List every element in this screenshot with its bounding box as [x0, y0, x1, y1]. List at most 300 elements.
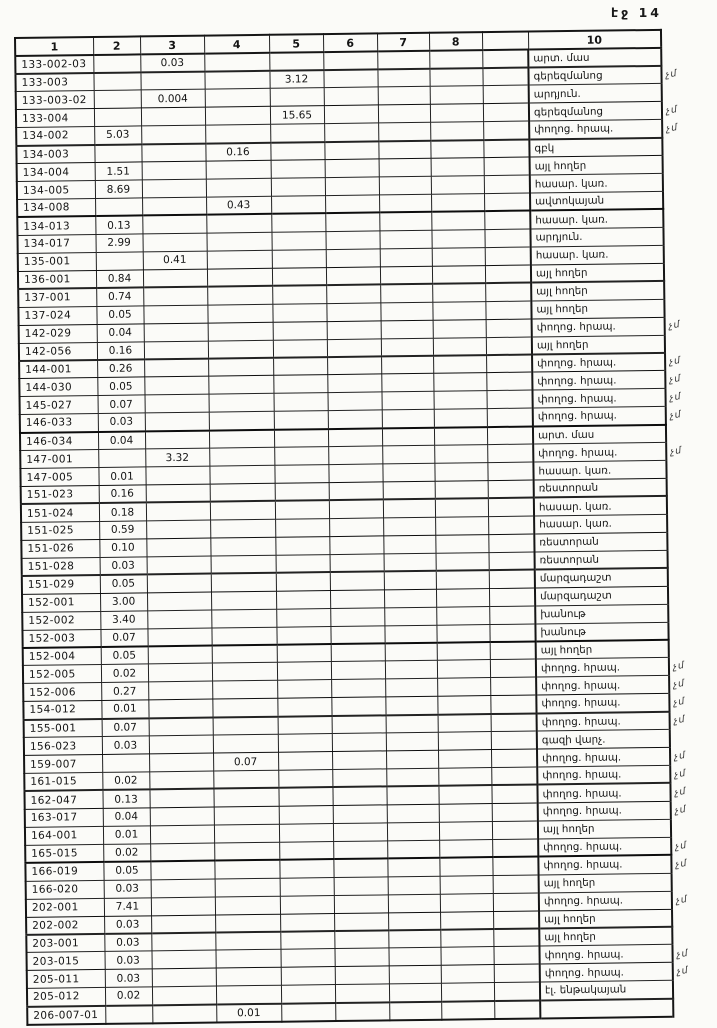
parcel-code: 142-029 — [19, 324, 97, 343]
margin-check-mark: չմ — [673, 749, 687, 763]
empty-col6 — [331, 661, 385, 680]
empty-col7 — [378, 87, 430, 106]
parcel-code: 203-015 — [27, 952, 105, 971]
land-use-label: արտ. մաս — [528, 48, 661, 68]
margin-check-mark: չմ — [668, 390, 683, 404]
value-col4 — [214, 842, 279, 861]
empty-col6 — [325, 195, 379, 214]
empty-col8 — [441, 965, 494, 984]
empty-col7 — [387, 840, 439, 859]
value-col3 — [145, 430, 209, 449]
margin-check-mark: չմ — [673, 714, 687, 727]
parcel-code: 137-001 — [18, 288, 96, 307]
empty-col7 — [379, 176, 431, 195]
value-col2: 0.84 — [96, 270, 143, 289]
empty-col9 — [485, 247, 531, 266]
empty-col7 — [380, 266, 432, 285]
value-col4 — [211, 627, 276, 646]
empty-col7 — [389, 983, 441, 1002]
column-header-8: 8 — [429, 32, 482, 51]
empty-col8 — [433, 373, 486, 392]
empty-col9 — [484, 193, 530, 212]
value-col4 — [215, 932, 280, 951]
empty-col7 — [378, 105, 430, 124]
land-use-label: փողոց. հրապ. — [532, 389, 665, 409]
parcel-code: 151-029 — [22, 575, 100, 594]
value-col5 — [275, 536, 329, 555]
parcel-code: 147-005 — [20, 468, 98, 487]
parcel-code: 144-001 — [19, 360, 97, 379]
value-col5 — [278, 752, 332, 771]
land-use-label: էլ. ենթակայան — [540, 981, 673, 1001]
empty-col6 — [335, 966, 389, 985]
land-use-label: խանութ — [535, 622, 668, 642]
value-col4 — [209, 447, 274, 466]
empty-col6 — [323, 69, 377, 88]
empty-col9 — [490, 641, 536, 660]
value-col2: 5.03 — [94, 126, 141, 145]
value-col5 — [277, 698, 331, 717]
parcel-code: 134-002 — [16, 127, 94, 146]
empty-col9 — [492, 857, 538, 876]
land-use-label: փողոց. հրապ. — [533, 407, 666, 427]
value-col2 — [95, 198, 142, 217]
empty-col6 — [325, 231, 379, 250]
value-col3 — [141, 125, 205, 144]
empty-col9 — [493, 946, 539, 965]
empty-col9 — [486, 372, 532, 391]
value-col5: 3.12 — [269, 70, 323, 89]
value-col2: 0.05 — [100, 575, 147, 594]
value-col5 — [278, 716, 332, 735]
parcel-code: 152-005 — [23, 665, 101, 684]
value-col2 — [94, 90, 141, 109]
empty-col9 — [491, 785, 537, 804]
land-use-label: գազի վարչ. — [537, 729, 670, 749]
empty-col8 — [439, 803, 492, 822]
value-col3 — [151, 915, 215, 934]
column-header-9 — [482, 32, 528, 51]
empty-col7 — [377, 69, 429, 88]
empty-col7 — [388, 912, 440, 931]
value-col3 — [142, 161, 206, 180]
empty-col9 — [492, 803, 538, 822]
value-col2: 0.10 — [99, 539, 146, 558]
value-col5 — [279, 859, 333, 878]
empty-col8 — [439, 857, 492, 876]
empty-col7 — [380, 284, 432, 303]
value-col4 — [206, 214, 271, 233]
value-col2 — [102, 754, 149, 773]
empty-col7 — [386, 714, 438, 733]
parcel-code: 152-003 — [22, 629, 100, 648]
value-col5 — [278, 770, 332, 789]
value-col4 — [213, 770, 278, 789]
value-col2: 0.04 — [98, 431, 145, 450]
empty-col8 — [440, 911, 493, 930]
empty-col6 — [331, 697, 385, 716]
value-col4 — [205, 125, 270, 144]
value-col4 — [214, 824, 279, 843]
land-use-label: այլ հողեր — [531, 299, 664, 319]
land-use-label: այլ հողեր — [530, 155, 663, 175]
empty-col8 — [440, 875, 493, 894]
value-col5 — [271, 231, 325, 250]
value-col4: 0.01 — [216, 1003, 281, 1022]
empty-col9 — [484, 229, 530, 248]
empty-col8 — [433, 337, 486, 356]
value-col5 — [271, 214, 325, 233]
value-col5 — [274, 465, 328, 484]
value-col5 — [276, 572, 330, 591]
empty-col6 — [332, 787, 386, 806]
value-col5 — [276, 626, 330, 645]
value-col4 — [207, 268, 272, 287]
value-col3 — [150, 861, 214, 880]
value-col4 — [211, 609, 276, 628]
empty-col7 — [379, 230, 431, 249]
value-col3 — [147, 574, 211, 593]
empty-col7 — [385, 696, 437, 715]
parcel-code: 164-001 — [25, 826, 103, 845]
value-col2: 0.27 — [101, 682, 148, 701]
empty-col7 — [381, 392, 433, 411]
empty-col9 — [486, 354, 532, 373]
empty-col7 — [382, 427, 434, 446]
value-col2: 0.02 — [103, 844, 150, 863]
empty-col9 — [491, 767, 537, 786]
land-use-label: այլ հողեր — [531, 281, 664, 301]
value-col4 — [207, 250, 272, 269]
empty-col7 — [386, 786, 438, 805]
empty-col9 — [483, 139, 529, 158]
land-use-label: ավտոկայան — [530, 191, 663, 211]
parcel-code: 135-001 — [18, 252, 96, 271]
value-col4 — [209, 429, 274, 448]
empty-col6 — [327, 356, 381, 375]
empty-col7 — [388, 876, 440, 895]
value-col4 — [212, 663, 277, 682]
value-col3: 3.32 — [145, 448, 209, 467]
empty-col8 — [436, 552, 489, 571]
empty-col7 — [378, 123, 430, 142]
empty-col9 — [489, 588, 535, 607]
empty-col9 — [493, 910, 539, 929]
value-col2: 0.03 — [105, 951, 152, 970]
column-header-3: 3 — [140, 36, 204, 55]
value-col4 — [211, 573, 276, 592]
empty-col8 — [433, 355, 486, 374]
land-use-label: ռեստորան — [534, 478, 667, 498]
value-col4 — [215, 914, 280, 933]
margin-check-mark: չմ — [674, 857, 689, 871]
empty-col6 — [325, 213, 379, 232]
empty-col6 — [333, 841, 387, 860]
parcel-code: 147-001 — [20, 450, 98, 469]
margin-check-mark: չմ — [672, 678, 686, 691]
empty-col7 — [379, 212, 431, 231]
value-col5 — [276, 608, 330, 627]
empty-col9 — [494, 964, 540, 983]
empty-col6 — [324, 87, 378, 106]
value-col4 — [212, 698, 277, 717]
land-use-label: հասար. կառ. — [534, 514, 667, 534]
value-col5 — [280, 949, 334, 968]
value-col2: 0.74 — [96, 288, 143, 307]
value-col3 — [141, 107, 205, 126]
empty-col8 — [436, 624, 489, 643]
parcel-code: 151-026 — [21, 539, 99, 558]
empty-col6 — [323, 51, 377, 70]
land-use-label: խանութ — [535, 604, 668, 624]
empty-col6 — [327, 320, 381, 339]
empty-col6 — [329, 500, 383, 519]
parcel-code: 156-023 — [24, 737, 102, 756]
value-col3 — [145, 466, 209, 485]
empty-col8 — [433, 391, 486, 410]
parcel-code: 151-023 — [21, 485, 99, 504]
value-col2: 1.51 — [95, 162, 142, 181]
empty-col6 — [334, 912, 388, 931]
land-use-label: այլ հողեր — [536, 640, 669, 660]
value-col2: 0.03 — [100, 557, 147, 576]
value-col2 — [93, 54, 140, 73]
empty-col7 — [387, 804, 439, 823]
empty-col9 — [486, 337, 532, 356]
value-col3 — [143, 269, 207, 288]
parcel-code: 134-005 — [17, 181, 95, 200]
land-use-label: ռեստորան — [535, 550, 668, 570]
empty-col7 — [385, 661, 437, 680]
value-col2: 0.13 — [102, 790, 149, 809]
value-col3: 0.41 — [143, 251, 207, 270]
value-col2: 2.99 — [95, 234, 142, 253]
empty-col6 — [330, 590, 384, 609]
empty-col7 — [383, 535, 435, 554]
land-use-label: փողոց. հրապ. — [536, 694, 669, 714]
empty-col9 — [488, 534, 534, 553]
value-col3 — [150, 843, 214, 862]
parcel-code: 152-004 — [23, 647, 101, 666]
parcel-code: 205-011 — [27, 970, 105, 989]
land-use-label — [540, 998, 673, 1018]
value-col4: 0.43 — [206, 196, 271, 215]
empty-col8 — [440, 929, 493, 948]
value-col5 — [273, 339, 327, 358]
value-col2 — [96, 252, 143, 271]
empty-col6 — [330, 625, 384, 644]
land-use-label: հասար. կառ. — [530, 173, 663, 193]
empty-col8 — [438, 750, 491, 769]
empty-col9 — [485, 283, 531, 302]
value-col3 — [147, 628, 211, 647]
parcel-code: 145-027 — [20, 396, 98, 415]
value-col4 — [206, 178, 271, 197]
value-col5: 15.65 — [270, 106, 324, 125]
empty-col9 — [484, 157, 530, 176]
land-use-label: փողոց. հրապ. — [538, 855, 671, 875]
margin-check-mark: չմ — [675, 893, 689, 907]
empty-col7 — [378, 140, 430, 159]
parcel-code: 133-003 — [15, 73, 93, 92]
value-col2: 0.04 — [97, 323, 144, 342]
value-col3 — [152, 986, 216, 1005]
empty-col6 — [333, 823, 387, 842]
value-col2: 0.02 — [105, 987, 152, 1006]
land-use-label: այլ հողեր — [539, 927, 672, 947]
empty-col6 — [331, 643, 385, 662]
value-col3 — [144, 359, 208, 378]
value-col4 — [208, 340, 273, 359]
value-col2: 0.59 — [99, 521, 146, 540]
empty-col9 — [484, 211, 530, 230]
empty-col7 — [382, 445, 434, 464]
value-col4 — [212, 681, 277, 700]
value-col3 — [151, 897, 215, 916]
value-col3 — [151, 932, 215, 951]
value-col2: 0.02 — [102, 772, 149, 791]
empty-col9 — [488, 498, 534, 517]
value-col2: 0.02 — [101, 664, 148, 683]
value-col5 — [273, 357, 327, 376]
value-col5 — [272, 267, 326, 286]
empty-col7 — [383, 517, 435, 536]
value-col3 — [149, 771, 213, 790]
value-col3 — [141, 143, 205, 162]
empty-col6 — [330, 572, 384, 591]
empty-col8 — [431, 229, 484, 248]
empty-col9 — [489, 552, 535, 571]
empty-col8 — [438, 714, 491, 733]
empty-col8 — [429, 68, 482, 87]
empty-col9 — [491, 713, 537, 732]
empty-col7 — [380, 248, 432, 267]
margin-check-mark: չմ — [673, 767, 687, 781]
value-col3 — [150, 807, 214, 826]
value-col4 — [206, 232, 271, 251]
empty-col8 — [441, 983, 494, 1002]
parcel-code: 206-007-01 — [27, 1006, 105, 1025]
value-col3 — [142, 233, 206, 252]
value-col3 — [148, 699, 212, 718]
land-use-label: փողոց. հրապ. — [532, 317, 665, 337]
value-col4 — [205, 107, 270, 126]
margin-check-mark: չմ — [669, 444, 683, 458]
empty-col6 — [327, 338, 381, 357]
empty-col7 — [381, 356, 433, 375]
value-col4 — [207, 286, 272, 305]
empty-col7 — [381, 338, 433, 357]
value-col4 — [215, 896, 280, 915]
value-col4 — [210, 519, 275, 538]
empty-col8 — [435, 534, 488, 553]
empty-col8 — [432, 301, 485, 320]
value-col2: 0.05 — [103, 862, 150, 881]
empty-col9 — [489, 570, 535, 589]
empty-col8 — [430, 122, 483, 141]
empty-col6 — [331, 679, 385, 698]
empty-col8 — [435, 499, 488, 518]
empty-col6 — [333, 859, 387, 878]
parcel-code: 151-028 — [22, 557, 100, 576]
land-use-label: փողոց. հրապ. — [532, 353, 665, 373]
margin-check-mark: չմ — [676, 965, 690, 978]
value-col2 — [105, 1005, 152, 1024]
value-col3 — [146, 484, 210, 503]
empty-col9 — [492, 821, 538, 840]
empty-col9 — [483, 85, 529, 104]
empty-col7 — [381, 374, 433, 393]
land-use-label: փողոց. հրապ. — [537, 765, 670, 785]
value-col3 — [145, 412, 209, 431]
value-col5 — [277, 644, 331, 663]
empty-col6 — [332, 733, 386, 752]
value-col4 — [215, 878, 280, 897]
value-col3 — [147, 592, 211, 611]
parcel-code: 166-020 — [26, 880, 104, 899]
value-col4 — [204, 53, 269, 72]
land-use-label: արդյուն. — [530, 227, 663, 247]
value-col2: 0.18 — [99, 503, 146, 522]
empty-col8 — [432, 265, 485, 284]
empty-col6 — [324, 141, 378, 160]
empty-col9 — [488, 480, 534, 499]
value-col3 — [147, 556, 211, 575]
value-col3 — [148, 681, 212, 700]
value-col2: 0.01 — [101, 700, 148, 719]
empty-col8 — [436, 606, 489, 625]
empty-col7 — [386, 750, 438, 769]
value-col2: 0.05 — [96, 306, 143, 325]
margin-check-mark: չմ — [664, 67, 679, 81]
land-use-label: հասար. կառ. — [531, 245, 664, 265]
empty-col9 — [485, 265, 531, 284]
parcel-code: 152-006 — [23, 683, 101, 702]
margin-check-mark: չմ — [675, 947, 690, 960]
value-col2: 0.03 — [105, 969, 152, 988]
empty-col7 — [387, 858, 439, 877]
value-col4: 0.16 — [205, 142, 270, 161]
value-col5 — [273, 321, 327, 340]
empty-col8 — [436, 570, 489, 589]
value-col5 — [270, 142, 324, 161]
value-col2: 3.00 — [100, 592, 147, 611]
empty-col7 — [379, 194, 431, 213]
land-use-label: մարզադաշտ — [535, 568, 668, 588]
value-col5 — [280, 931, 334, 950]
empty-col6 — [328, 446, 382, 465]
value-col2: 0.04 — [103, 808, 150, 827]
value-col5 — [275, 518, 329, 537]
value-col2 — [94, 108, 141, 127]
empty-col8 — [430, 104, 483, 123]
parcel-code: 134-017 — [17, 234, 95, 253]
land-use-label: այլ հողեր — [532, 335, 665, 355]
value-col4 — [208, 376, 273, 395]
empty-col8 — [434, 427, 487, 446]
empty-col8 — [431, 212, 484, 231]
value-col5 — [279, 823, 333, 842]
parcel-code: 203-001 — [26, 934, 104, 953]
value-col5 — [272, 285, 326, 304]
empty-col8 — [431, 194, 484, 213]
value-col2: 0.03 — [98, 413, 145, 432]
empty-col9 — [487, 444, 533, 463]
value-col3 — [144, 341, 208, 360]
margin-check-mark: չմ — [672, 660, 686, 673]
value-col2: 0.01 — [98, 467, 145, 486]
empty-col8 — [437, 660, 490, 679]
